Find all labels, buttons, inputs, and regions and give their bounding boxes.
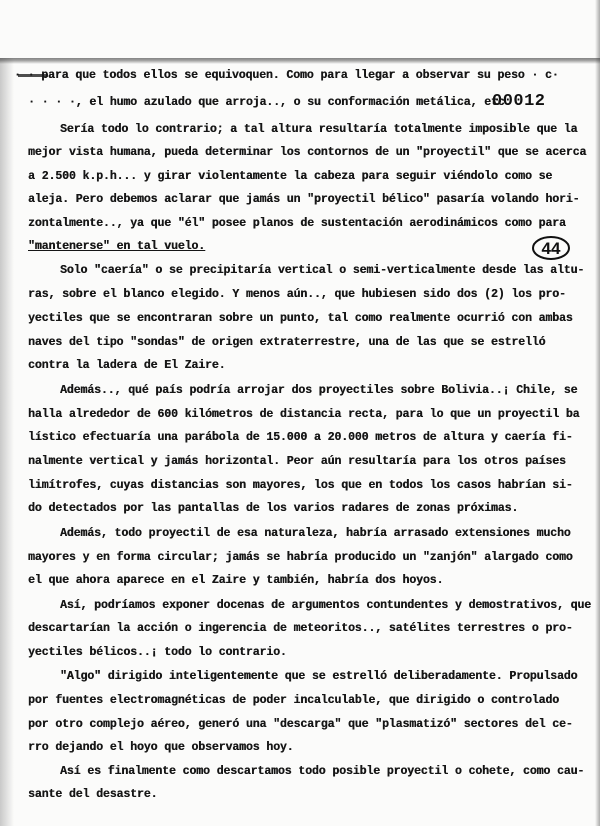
text-line: limítrofes, cuyas distancias son mayores, los que en todos los casos habrían si- (28, 479, 573, 492)
text-line: mejor vista humana, pueda determinar los contornos de un "proyectil" que se acerca (28, 146, 587, 159)
text-line: Así, podríamos exponer docenas de argumentos contundentes y demostrativos, que (60, 599, 591, 612)
text-line: sante del desastre. (28, 788, 158, 801)
text-line: ras, sobre el blanco elegido. Y menos aún.., que hubiesen sido dos (2) los pro- (28, 288, 566, 301)
text-line: lístico efectuaría una parábola de 15.000 a 20.000 metros de altura y caería fi- (28, 431, 573, 444)
document-stamp-number: 00012 (492, 92, 546, 111)
text-line: contra la ladera de El Zaire. (28, 359, 226, 372)
text-line: · · · ·, el humo azulado que arroja.., o su conformación metálica, etc (28, 96, 505, 109)
text-line: el que ahora aparece en el Zaire y también, habría dos hoyos. (28, 574, 444, 587)
text-line: nalmente vertical y jamás horizontal. Peor aún resultaría para los otros países (28, 455, 566, 468)
text-line: "Algo" dirigido inteligentemente que se estrelló deliberadamente. Propulsado (60, 670, 578, 683)
text-line: Además.., qué país podría arrojar dos proyectiles sobre Bolivia..¡ Chile, se (60, 384, 578, 397)
scan-left-shadow (0, 58, 14, 826)
text-line: yectiles que se encontraran sobre un punto, tal como realmente ocurrió con ambas (28, 312, 573, 325)
text-line: Solo "caería" o se precipitaría vertical o semi-verticalmente desde las altu- (60, 264, 585, 277)
text-line: mayores y en forma circular; jamás se habría producido un "zanjón" alargado como (28, 551, 573, 564)
text-line: Así es finalmente como descartamos todo posible proyectil o cohete, como cau- (60, 765, 585, 778)
text-line: do detectados por las pantallas de los varios radares de zonas próximas. (28, 502, 519, 515)
text-line: naves del tipo "sondas" de origen extraterrestre, una de las que se estrelló (28, 336, 546, 349)
text-line: por fuentes electromagnéticas de poder incalculable, que dirigido o controlado (28, 694, 559, 707)
text-line: por otro complejo aéreo, generó una "descarga" que "plasmatizó" sectores del ce- (28, 718, 573, 731)
text-line: a 2.500 k.p.h... y girar violentamente la cabeza para seguir viéndolo como se (28, 170, 553, 183)
text-line: descartarían la acción o ingerencia de meteoritos.., satélites terrestres o pro- (28, 622, 573, 635)
text-line: yectiles bélicos..¡ todo lo contrario. (28, 646, 287, 659)
text-line: halla alrededor de 600 kilómetros de distancia recta, para lo que un proyectil ba (28, 408, 580, 421)
text-line: Sería todo lo contrario; a tal altura resultaría totalmente imposible que la (60, 123, 578, 136)
scan-right-shadow (595, 0, 600, 826)
text-line: "mantenerse" en tal vuelo. (28, 240, 205, 253)
text-line: zontalmente.., ya que "él" posee planos de sustentación aerodinámicos como para (28, 217, 566, 230)
svg-text:44: 44 (541, 239, 561, 258)
text-line: aleja. Pero debemos aclarar que jamás un "proyectil bélico" pasaría volando hori- (28, 193, 580, 206)
scan-top-shadow (0, 58, 600, 64)
handwritten-page-number (531, 235, 571, 261)
text-line: Además, todo proyectil de esa naturaleza, habría arrasado extensiones mucho (60, 527, 571, 540)
text-line: rro dejando el hoyo que observamos hoy. (28, 741, 294, 754)
text-line: · · para que todos ellos se equivoquen. Como para llegar a observar su peso · c· (14, 69, 559, 82)
